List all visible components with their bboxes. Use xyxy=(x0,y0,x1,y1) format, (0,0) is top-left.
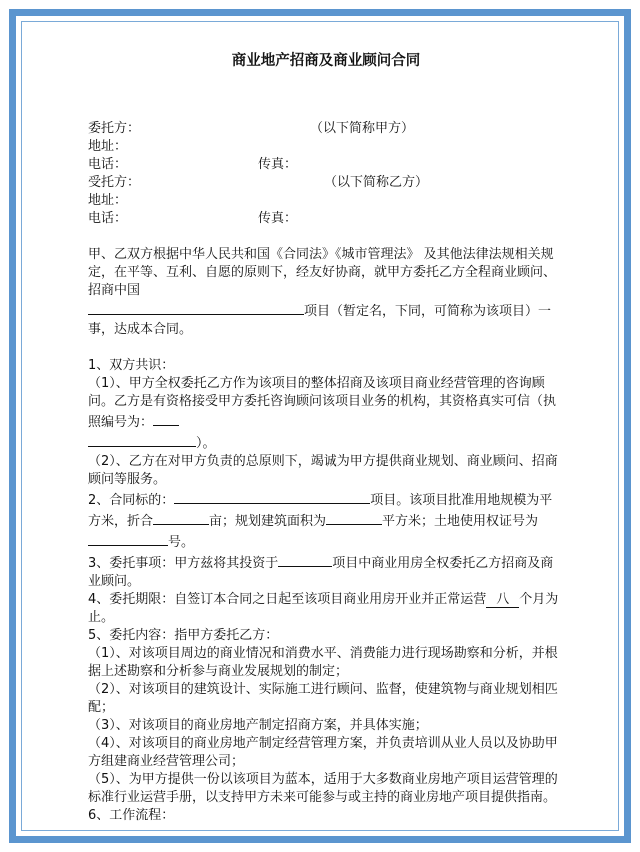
section-2-text: 项目。该项目批准用地规模为平方米，折合 xyxy=(88,493,553,529)
section-2-text-2: 亩；规划建筑面积为 xyxy=(209,514,327,529)
section-5-item: （3）、对该项目的商业房地产制定招商方案，并具体实施； xyxy=(88,718,428,733)
party-b-address-label: 地址： xyxy=(88,193,128,208)
principal-row xyxy=(88,120,564,138)
contract-document xyxy=(88,52,564,825)
principal-note: （以下简称甲方） xyxy=(310,121,415,136)
party-a-address-row xyxy=(88,138,564,156)
party-a-block xyxy=(88,120,564,174)
agent-label: 受托方： xyxy=(88,175,141,190)
agent-row xyxy=(88,174,564,192)
party-b-block xyxy=(88,174,564,228)
section-2-label: 2、合同标的： xyxy=(88,493,175,508)
party-b-contact-row xyxy=(88,210,564,228)
section-2-text-3: 平方米；土地使用权证号为 xyxy=(382,514,539,529)
party-a-fax-label: 传真： xyxy=(258,157,298,172)
party-b-fax-label: 传真： xyxy=(258,211,298,226)
building-area-blank xyxy=(326,510,382,525)
section-6-heading: 6、工作流程： xyxy=(88,808,175,823)
section-4-text: 4、委托期限：自签订本合同之日起至该项目商业用房开业并正常运营 xyxy=(88,592,487,607)
section-1-item-1-end: ）。 xyxy=(196,436,216,451)
agent-note: （以下简称乙方） xyxy=(324,175,429,190)
land-certificate-blank xyxy=(88,531,168,546)
section-2-text-4: 号。 xyxy=(168,535,195,550)
project-name-blank xyxy=(88,300,304,315)
section-1-heading: 1、双方共识： xyxy=(88,358,175,373)
intro-paragraph xyxy=(88,246,564,339)
paragraph-gap xyxy=(88,339,564,357)
intro-text-continued: 项目（暂定名，下同，可简称为该项目）一事，达成本合同。 xyxy=(88,304,552,337)
party-a-phone-label: 电话： xyxy=(88,157,128,172)
section-1-item-1-text: （1）、甲方全权委托乙方作为该项目的整体招商及该项目商业经营管理的咨询顾问。乙方是有资格接受甲方委托咨询顾问该项目业务的机构，其资格真实可信（执照编号为： xyxy=(88,376,557,430)
section-4-text-2: 个月为止。 xyxy=(88,592,559,625)
section-3-text: 3、委托事项：甲方兹将其投资于 xyxy=(88,556,279,571)
months-value: 八 xyxy=(486,592,519,608)
section-5-item: （1）、对该项目周边的商业情况和消费水平、消费能力进行现场勘察和分析，并根据上述勘察和分析参与商业发展规划的制定； xyxy=(88,646,558,679)
party-a-address-label: 地址： xyxy=(88,139,128,154)
intro-text: 甲、乙双方根据中华人民共和国《合同法》《城市管理法》 及其他法律法规相关规定，在平等、互利、自愿的原则下，经友好协商，就甲方委托乙方全程商业顾问、招商中国 xyxy=(88,247,557,298)
section-1-item-2: （2）、乙方在对甲方负责的总原则下，竭诚为甲方提供商业规划、商业顾问、招商顾问等服务。 xyxy=(88,454,558,487)
principal-label: 委托方： xyxy=(88,121,141,136)
section-3-text-2: 项目中商业用房全权委托乙方招商及商业顾问。 xyxy=(88,556,554,589)
section-1-item-1 xyxy=(88,375,564,453)
section-4-paragraph xyxy=(88,591,564,627)
license-number-blank-1 xyxy=(153,411,179,426)
license-number-blank-2 xyxy=(88,432,196,447)
section-5-item: （5）、为甲方提供一份以该项目为蓝本，适用于大多数商业房地产项目运营管理的标准行业运营手册，以支持甲方未来可能参与或主持的商业房地产项目提供指南。 xyxy=(88,772,558,805)
acre-blank xyxy=(153,510,209,525)
party-a-contact-row xyxy=(88,156,564,174)
section-5-heading: 5、委托内容：指甲方委托乙方： xyxy=(88,628,279,643)
contract-title: 商业地产招商及商业顾问合同 xyxy=(231,53,421,69)
section-3-paragraph xyxy=(88,552,564,591)
party-b-phone-label: 电话： xyxy=(88,211,128,226)
section-5-item: （4）、对该项目的商业房地产制定经营管理方案，并负责培训从业人员以及协助甲方组建商业经营管理公司； xyxy=(88,736,558,769)
target-project-blank xyxy=(174,489,370,504)
section-2-paragraph xyxy=(88,489,564,552)
investment-project-blank xyxy=(278,552,332,567)
section-5-item: （2）、对该项目的建筑设计、实际施工进行顾问、监督，使建筑物与商业规划相匹配； xyxy=(88,682,558,715)
party-b-address-row xyxy=(88,192,564,210)
